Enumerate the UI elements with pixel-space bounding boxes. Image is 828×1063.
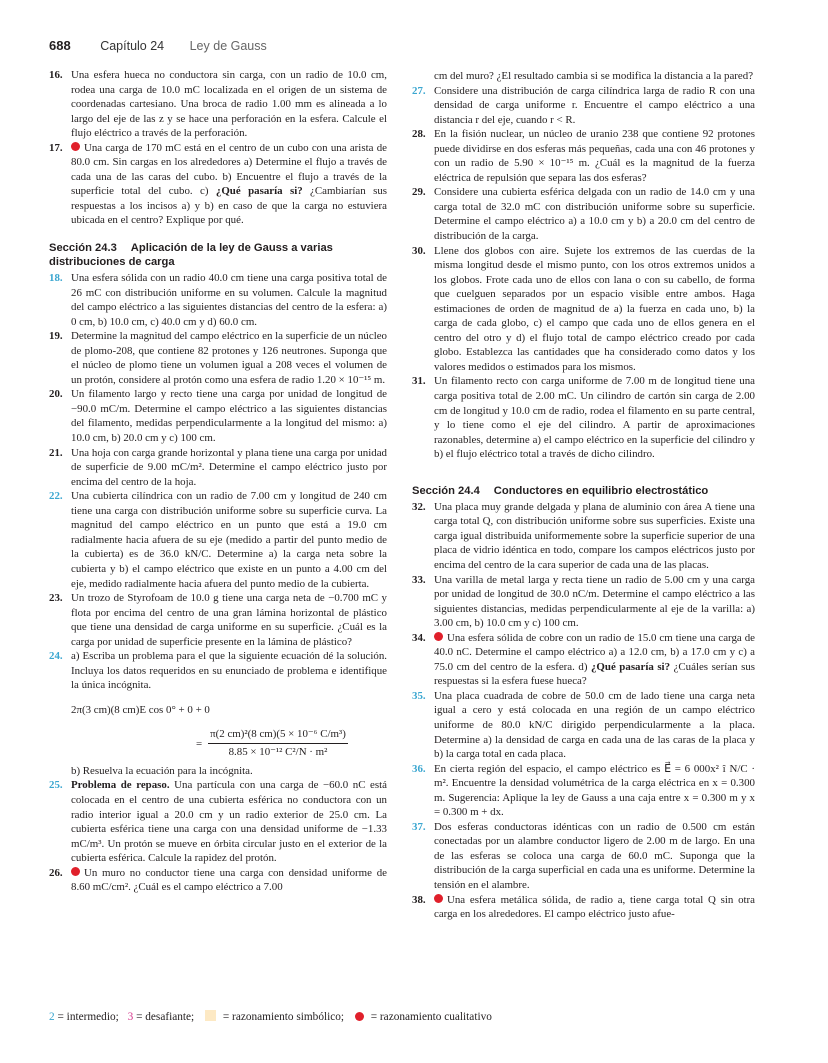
problem-number: 29. bbox=[412, 186, 426, 199]
section-heading-24-3 bbox=[49, 241, 387, 269]
problem-text: Determine la magnitud del campo eléctrico en la superficie de un núcleo de plomo-208, que contiene 82 protones y 126 neutrones. Suponga que el núcleo de plomo tiene un volumen igual a 208 veces el volumen de un protón, considere al protón como una esfera de radio 1.20 × 10⁻¹⁵ m. bbox=[71, 330, 387, 386]
fraction-numerator: π(2 cm)²(8 cm)(5 × 10⁻⁶ C/m³) bbox=[208, 726, 348, 744]
intermediate-number: 2 bbox=[49, 1011, 55, 1023]
equation-block bbox=[71, 700, 387, 764]
problem-text: b) Resuelva la ecuación para la incógnita. bbox=[71, 764, 253, 777]
problem-text: En la fisión nuclear, un núcleo de uranio 238 que contiene 92 protones puede dividirse en dos esferas más pequeñas, cada una con 46 protones y con un radio de 5.90 × 10⁻¹⁵ m. ¿Cuál es la magnitud de la fuerza eléctrica de repulsión que separa las dos esferas? bbox=[434, 128, 755, 184]
problem-19 bbox=[49, 329, 387, 387]
problem-text: Una esfera sólida de cobre con un radio de 15.0 cm tiene una carga de 40.0 nC. Determine el campo eléctrico a) a 12.0 cm, b) a 17.0 cm y c) a 75.0 cm del centro de la esfera. d) bbox=[434, 631, 755, 673]
problem-number: 34. bbox=[412, 631, 426, 644]
problem-21 bbox=[49, 446, 387, 490]
problem-text: Una esfera metálica sólida, de radio a, tiene carga total Q sin otra carga en los alrededores. El campo eléctrico justo afue- bbox=[434, 893, 755, 921]
problem-text-cont: ¿Cuáles serían sus respuestas si la esfera fuese hueca? bbox=[434, 660, 756, 688]
problem-number: 38. bbox=[412, 893, 426, 906]
qualitative-reasoning-dot-icon bbox=[71, 142, 80, 151]
problem-number: 16. bbox=[49, 69, 63, 81]
problem-24 bbox=[49, 649, 387, 693]
equals-sign: = bbox=[196, 737, 203, 750]
what-if-label: ¿Qué pasaría si? bbox=[590, 660, 671, 673]
problem-number: 31. bbox=[412, 375, 426, 388]
problem-number: 27. bbox=[412, 84, 426, 97]
problem-text: Una esfera sólida con un radio 40.0 cm tiene una carga positiva total de 26 mC con distribución uniforme en su volumen. Calcule la magnitud del campo eléctrico a las siguientes distancias del centro de la esfera: a) 0 cm, b) 10.0 cm, c) 40.0 cm y d) 60.0 cm. bbox=[71, 272, 387, 328]
problem-25 bbox=[49, 778, 387, 865]
problem-text: cm del muro? ¿El resultado cambia si se modifica la distancia a la pared? bbox=[434, 70, 754, 82]
problem-17 bbox=[49, 141, 387, 228]
problem-number: 19. bbox=[49, 330, 63, 343]
equation-line-2 bbox=[196, 724, 387, 764]
problem-number: 17. bbox=[49, 141, 63, 154]
qualitative-reasoning-dot-icon bbox=[434, 894, 443, 903]
problem-text-cont: ¿Cambiarían sus respuestas a los incisos a) y b) en caso de que la carga no estuviera ubicada en el centro? Explique por qué. bbox=[71, 185, 388, 227]
chapter-title: Ley de Gauss bbox=[189, 39, 267, 53]
qualitative-label: = razonamiento cualitativo bbox=[370, 1011, 492, 1023]
fraction-denominator: 8.85 × 10⁻¹² C²/N · m² bbox=[228, 746, 328, 759]
problem-22 bbox=[49, 489, 387, 591]
problem-number: 21. bbox=[49, 446, 63, 459]
qualitative-reasoning-dot-icon bbox=[434, 632, 443, 641]
problem-number: 24. bbox=[49, 650, 63, 663]
problem-32 bbox=[412, 500, 755, 573]
problem-number: 23. bbox=[49, 592, 63, 605]
problem-text: Una placa muy grande delgada y plana de aluminio con área A tiene una carga total Q, con distribución uniforme sobre sus superficies. Existe una carga igual distribuida uniformemente sobre la superficie superior de una placa de vidrio idéntica en todo, compare los campos eléctricos justo por encima del centro de la cara superior de cada una de las placas. bbox=[434, 500, 755, 571]
problem-30 bbox=[412, 244, 755, 375]
problem-number: 22. bbox=[49, 490, 63, 503]
section-number: Sección 24.3 bbox=[49, 242, 117, 255]
problem-text: Un filamento largo y recto tiene una carga por unidad de longitud de −90.0 mC/m. Determine el campo eléctrico a las siguientes distancias del filamento, medidas perpendicularmente a la longitud del mismo: a) 10.0 cm, b) 20.0 cm y c) 100 cm. bbox=[71, 388, 387, 445]
section-title: Conductores en equilibrio electrostático bbox=[493, 484, 709, 497]
qualitative-reasoning-dot-icon bbox=[71, 867, 80, 876]
page-number: 688 bbox=[49, 38, 71, 53]
problem-number: 25. bbox=[49, 779, 63, 792]
problem-number: 28. bbox=[412, 128, 426, 141]
problem-26 bbox=[49, 866, 387, 895]
equation-line-1: 2π(3 cm)(8 cm)E cos 0° + 0 + 0 bbox=[71, 703, 210, 716]
section-title: Aplicación de la ley de Gauss a varias distribuciones de carga bbox=[49, 242, 333, 269]
problem-number: 36. bbox=[412, 762, 426, 775]
qualitative-reasoning-dot-icon bbox=[355, 1012, 364, 1021]
problem-29 bbox=[412, 185, 755, 243]
problem-text: Una partícula con una carga de −60.0 nC está colocada en el centro de una cubierta esférica no conductora con un radio interior igual a 20.0 cm y un radio exterior de 25.0 cm. La cubierta esférica tiene una carga con una densidad uniforme de −1.33 mC/m³. Un protón se mueve en órbita circular justo en el exterior de la cubierta esférica. Calcule la rapidez del protón. bbox=[71, 779, 387, 865]
symbolic-label: = razonamiento simbólico; bbox=[222, 1011, 345, 1023]
problem-38 bbox=[412, 893, 755, 922]
problem-26-continued bbox=[412, 69, 755, 84]
problem-16 bbox=[49, 68, 387, 141]
intermediate-label: = intermedio; bbox=[57, 1011, 119, 1023]
right-column bbox=[412, 69, 755, 922]
problem-text: Considere una cubierta esférica delgada con un radio de 14.0 cm y una carga total de 32.0 mC con distribución uniforme sobre su superficie. Determine el campo eléctrico a) a 10.0 cm y b) a 20.0 cm del centro de distribución de la carga. bbox=[434, 186, 755, 243]
problem-31 bbox=[412, 374, 755, 461]
problem-text: a) Escriba un problema para el que la siguiente ecuación dé la solución. Incluya los datos requeridos en su enunciado de problema e identifique la única incógnita. bbox=[71, 650, 387, 692]
problem-number: 33. bbox=[412, 573, 426, 586]
problem-36 bbox=[412, 762, 755, 820]
problem-text: En cierta región del espacio, el campo eléctrico es E⃗ = 6 000x² î N/C · m². Encuentre la densidad volumétrica de la carga eléctrica en x = 0.300 m. Sugerencia: Aplique la ley de Gauss a una caja entre x = 0.300 m y x = 0.300 m + dx. bbox=[434, 762, 755, 819]
problem-text: Llene dos globos con aire. Sujete los extremos de las cuerdas de la misma longitud desde el mismo punto, con los otros extremos unidos a los globos. Frote cada uno de ellos con lana o con su cabello, de forma que cuelguen separados por un espacio visible entre ambos. Haga estimaciones de orden de magnitud de a) la fuerza en cada uno, b) la carga de cada globo, c) el campo que cada uno de ellos genera en el centro del otro y d) el flujo total de campo eléctrico creado por cada globo. Establezca las cantidades que ha considerado como datos y los valores medidos o estimados para los mismos. bbox=[434, 244, 755, 373]
section-heading-24-4 bbox=[412, 484, 755, 498]
difficulty-legend bbox=[49, 1010, 492, 1023]
problem-text: Una esfera hueca no conductora sin carga, con un radio de 10.0 cm, rodea una carga de 10.0 mC localizada en el origen de un sistema de coordenadas cartesiano. Una broca de radio 1.00 mm es alineada a lo largo del eje de las z y se hace una perforación en la esfera. Calcule el flujo eléctrico a través de la perforación. bbox=[71, 69, 387, 140]
left-column bbox=[49, 68, 387, 895]
problem-24-part-b bbox=[49, 764, 387, 779]
chapter-label: Capítulo 24 bbox=[100, 39, 165, 53]
problem-text: Una carga de 170 mC está en el centro de un cubo con una arista de 80.0 cm. Sin cargas en los alrededores a) Determine el flujo a través de cada una de las caras del cubo. b) Encuentre el flujo a través de la superficie total del cubo. c) bbox=[71, 141, 387, 198]
problem-text: Un filamento recto con carga uniforme de 7.00 m de longitud tiene una carga positiva total de 2.00 mC. Un cilindro de cartón sin carga de 2.00 cm de longitud y 10.0 cm de radio, rodea el filamento en su parte central, y lo tiene como el eje del cilindro. A partir de aproximaciones razonables, determine a) el campo eléctrico en la superficie del cilindro y b) el flujo eléctrico total a través de dicho cilindro. bbox=[434, 375, 755, 461]
symbolic-reasoning-swatch-icon bbox=[205, 1010, 216, 1021]
problem-37 bbox=[412, 820, 755, 893]
problem-text: Considere una distribución de carga cilíndrica larga de radio R con una densidad de carga uniforme r. Encuentre el campo eléctrico a una distancia r del eje, cuando r < R. bbox=[434, 84, 755, 126]
review-problem-label: Problema de repaso. bbox=[71, 779, 170, 792]
challenging-number: 3 bbox=[127, 1011, 134, 1023]
problem-text: Una placa cuadrada de cobre de 50.0 cm de lado tiene una carga neta igual a cero y está colocada en una región de un campo eléctrico uniforme de 80.0 kN/C dirigido perpendicularmente a la placa. Determine a) la densidad de carga en cada una de las caras de la placa y b) la carga total en cada placa. bbox=[434, 689, 755, 761]
problem-text: Dos esferas conductoras idénticas con un radio de 0.500 cm están conectadas por un alambre conductor ligero de 2.00 m de largo. En una de las esferas se coloca una carga de 60.0 mC. Suponga que la distribución de la carga superficial en cada una es uniforme. Determine la tensión en el alambre. bbox=[434, 820, 755, 891]
problem-23 bbox=[49, 591, 387, 649]
problem-number: 32. bbox=[412, 500, 426, 513]
problem-text: Un muro no conductor tiene una carga con densidad uniforme de 8.60 mC/cm². ¿Cuál es el campo eléctrico a 7.00 bbox=[71, 866, 387, 894]
problem-text: Una cubierta cilíndrica con un radio de 7.00 cm y longitud de 240 cm tiene una carga con distribución uniforme sobre su superficie curva. La magnitud del campo eléctrico en un punto que está a 19.0 cm radialmente hacia afuera de su eje (medido a partir del punto medio de la cubierta) es de 36.0 kN/C. Determine a) la carga neta sobre la cubierta y b) el campo eléctrico que existe en un punto a 4.00 cm del eje, medido radialmente hacia afuera del punto medio de la cubierta. bbox=[71, 490, 387, 590]
challenging-label: = desafiante; bbox=[136, 1011, 195, 1023]
problem-20 bbox=[49, 387, 387, 445]
problem-text: Una varilla de metal larga y recta tiene un radio de 5.00 cm y una carga por unidad de longitud de 30.0 nC/m. Determine el campo eléctrico a las siguientes distancias, medidas perpendicularmente al eje de la varilla: a) 3.00 cm, b) 10.0 cm y c) 100 cm. bbox=[434, 573, 755, 630]
section-number: Sección 24.4 bbox=[412, 484, 480, 497]
problem-number: 30. bbox=[412, 244, 426, 257]
problem-35 bbox=[412, 689, 755, 762]
problem-number: 26. bbox=[49, 866, 63, 879]
problem-number: 37. bbox=[412, 820, 426, 833]
problem-18 bbox=[49, 271, 387, 329]
what-if-label: ¿Qué pasaría si? bbox=[215, 185, 303, 198]
running-header bbox=[49, 38, 267, 53]
problem-28 bbox=[412, 127, 755, 185]
problem-text: Un trozo de Styrofoam de 10.0 g tiene una carga neta de −0.700 mC y flota por encima del centro de una gran lámina horizontal de plástico que tiene una densidad de carga uniforme en su superficie. ¿Cuál es la carga por unidad de superficie presente en la lámina de plástico? bbox=[71, 592, 387, 648]
problem-number: 20. bbox=[49, 388, 63, 401]
fraction bbox=[208, 726, 348, 761]
problem-number: 35. bbox=[412, 689, 426, 702]
problem-number: 18. bbox=[49, 272, 63, 285]
problem-27 bbox=[412, 84, 755, 128]
problem-text: Una hoja con carga grande horizontal y plana tiene una carga por unidad de superficie de 9.00 mC/m². Determine el campo eléctrico justo por encima del centro de la hoja. bbox=[71, 446, 387, 488]
problem-33 bbox=[412, 573, 755, 631]
problem-34 bbox=[412, 631, 755, 689]
